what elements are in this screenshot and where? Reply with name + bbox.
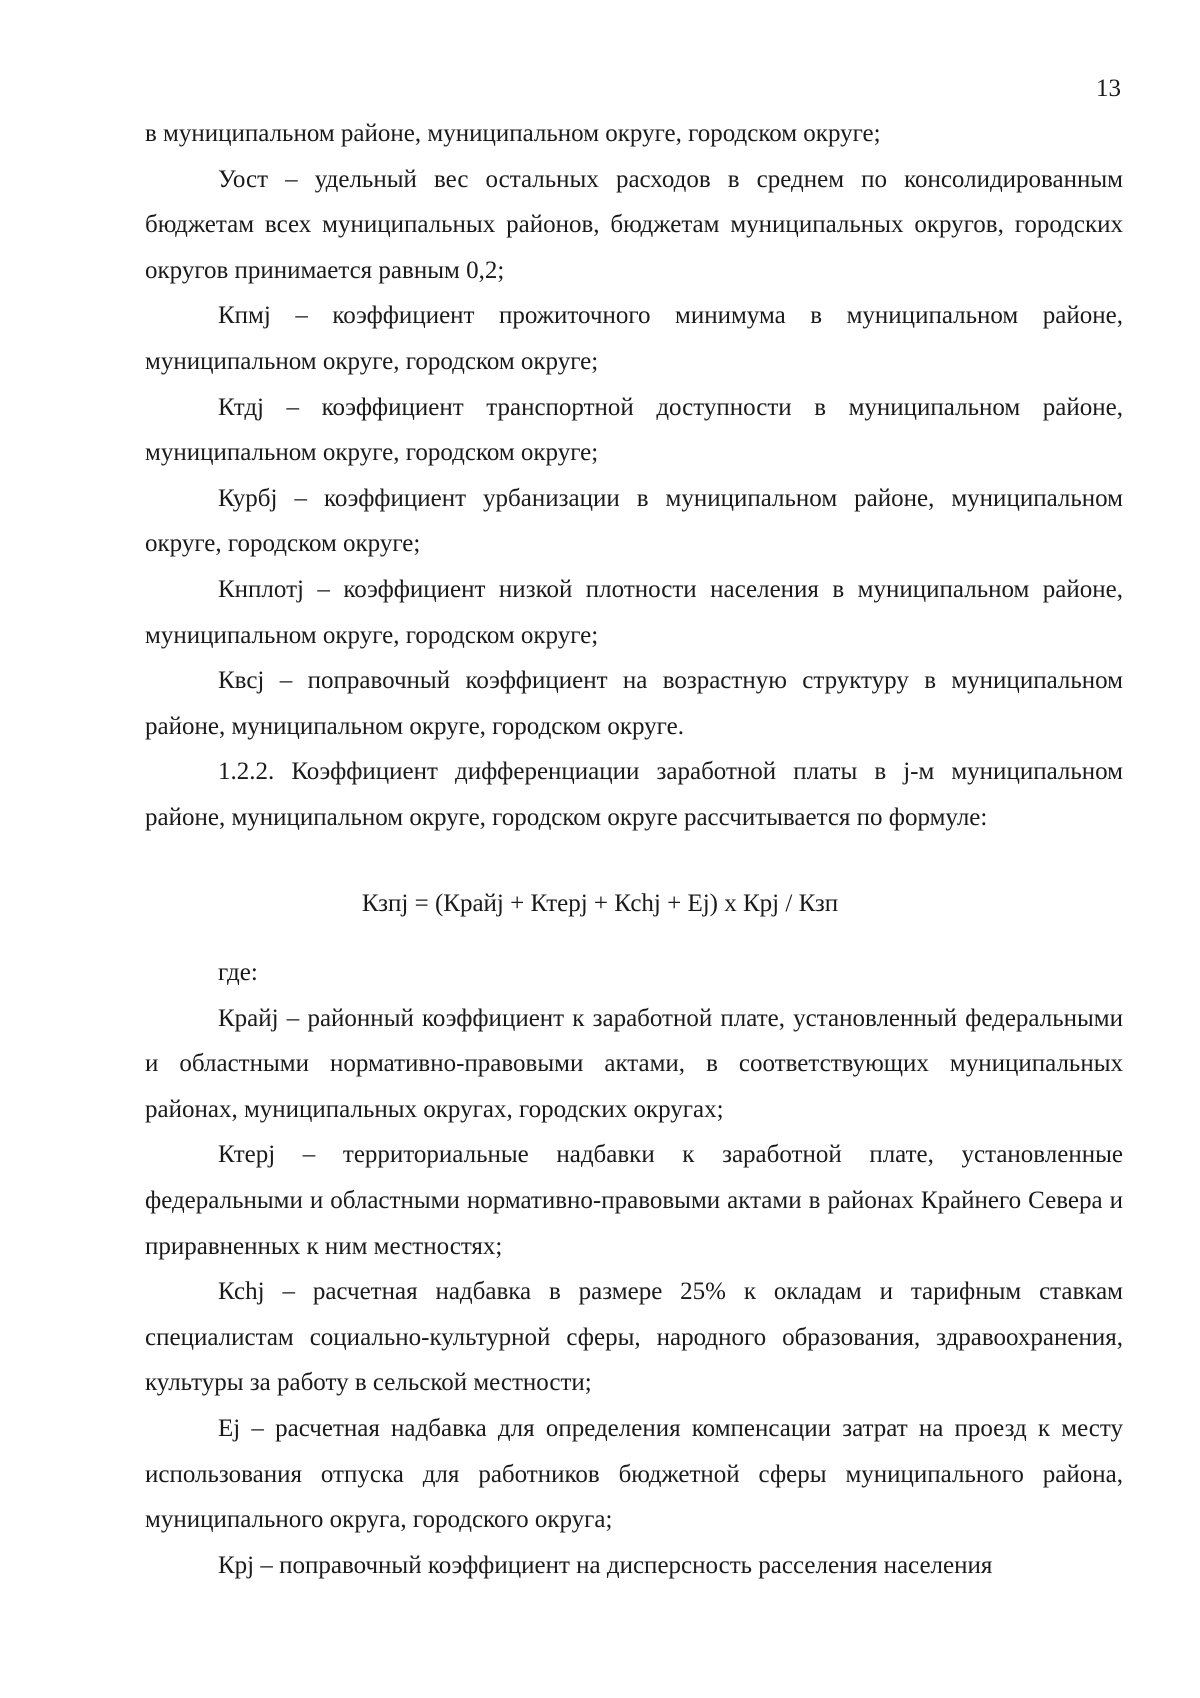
paragraph: Ксhj – расчетная надбавка в размере 25% к окладам и тарифным ставкам специалистам социально-культурной сферы, народного образования, здравоохранения, культуры за работу в сельской местности; [145, 1278, 1123, 1397]
paragraph: Ктерj – территориальные надбавки к заработной плате, установленные федеральными и областными нормативно-правовыми актами в районах Крайнего Севера и приравненных к ним местностях; [145, 1141, 1123, 1260]
paragraph: Крайj – районный коэффициент к заработной плате, установленный федеральными и областными нормативно-правовыми актами, в соответствующих муниципальных районах, муниципальных округах, городских округах; [145, 1004, 1123, 1123]
paragraph: Уост – удельный вес остальных расходов в среднем по консолидированным бюджетам всех муниципальных районов, бюджетам муниципальных округов, городских округов принимается равным 0,2; [145, 165, 1123, 284]
paragraph: Курбj – коэффициент урбанизации в муниципальном районе, муниципальном округе, городском округе; [145, 484, 1123, 558]
paragraph: где: [218, 959, 258, 986]
paragraph: Ктдj – коэффициент транспортной доступности в муниципальном районе, муниципальном округе, городском округе; [145, 393, 1123, 467]
paragraph: Квсj – поправочный коэффициент на возрастную структуру в муниципальном районе, муниципальном округе, городском округе. [145, 667, 1123, 740]
paragraph: 1.2.2. Коэффициент дифференциации заработной платы в j-м муниципальном районе, муниципальном округе, городском округе рассчитывается по формуле: [145, 758, 1123, 831]
body-text-upper [145, 111, 1123, 841]
paragraph: Кpj – поправочный коэффициент на дисперсность расселения населения [218, 1551, 993, 1579]
paragraph: в муниципальном районе, муниципальном округе, городском округе; [145, 120, 881, 147]
page-number: 13 [1096, 75, 1121, 102]
paragraph: Кпмj – коэффициент прожиточного минимума в муниципальном районе, муниципальном округе, городском округе; [145, 302, 1123, 375]
formula: Кзпj = (Крайj + Ктерj + Ксhj + Ej) x Кpj / Кзп [361, 890, 839, 917]
body-text-lower [145, 950, 1123, 1588]
paragraph: Ej – расчетная надбавка для определения компенсации затрат на проезд к месту использования отпуска для работников бюджетной сферы муниципального района, муниципального округа, городского округа; [145, 1414, 1123, 1534]
paragraph: Кнплотj – коэффициент низкой плотности населения в муниципальном районе, муниципальном округе, городском округе; [145, 575, 1123, 649]
